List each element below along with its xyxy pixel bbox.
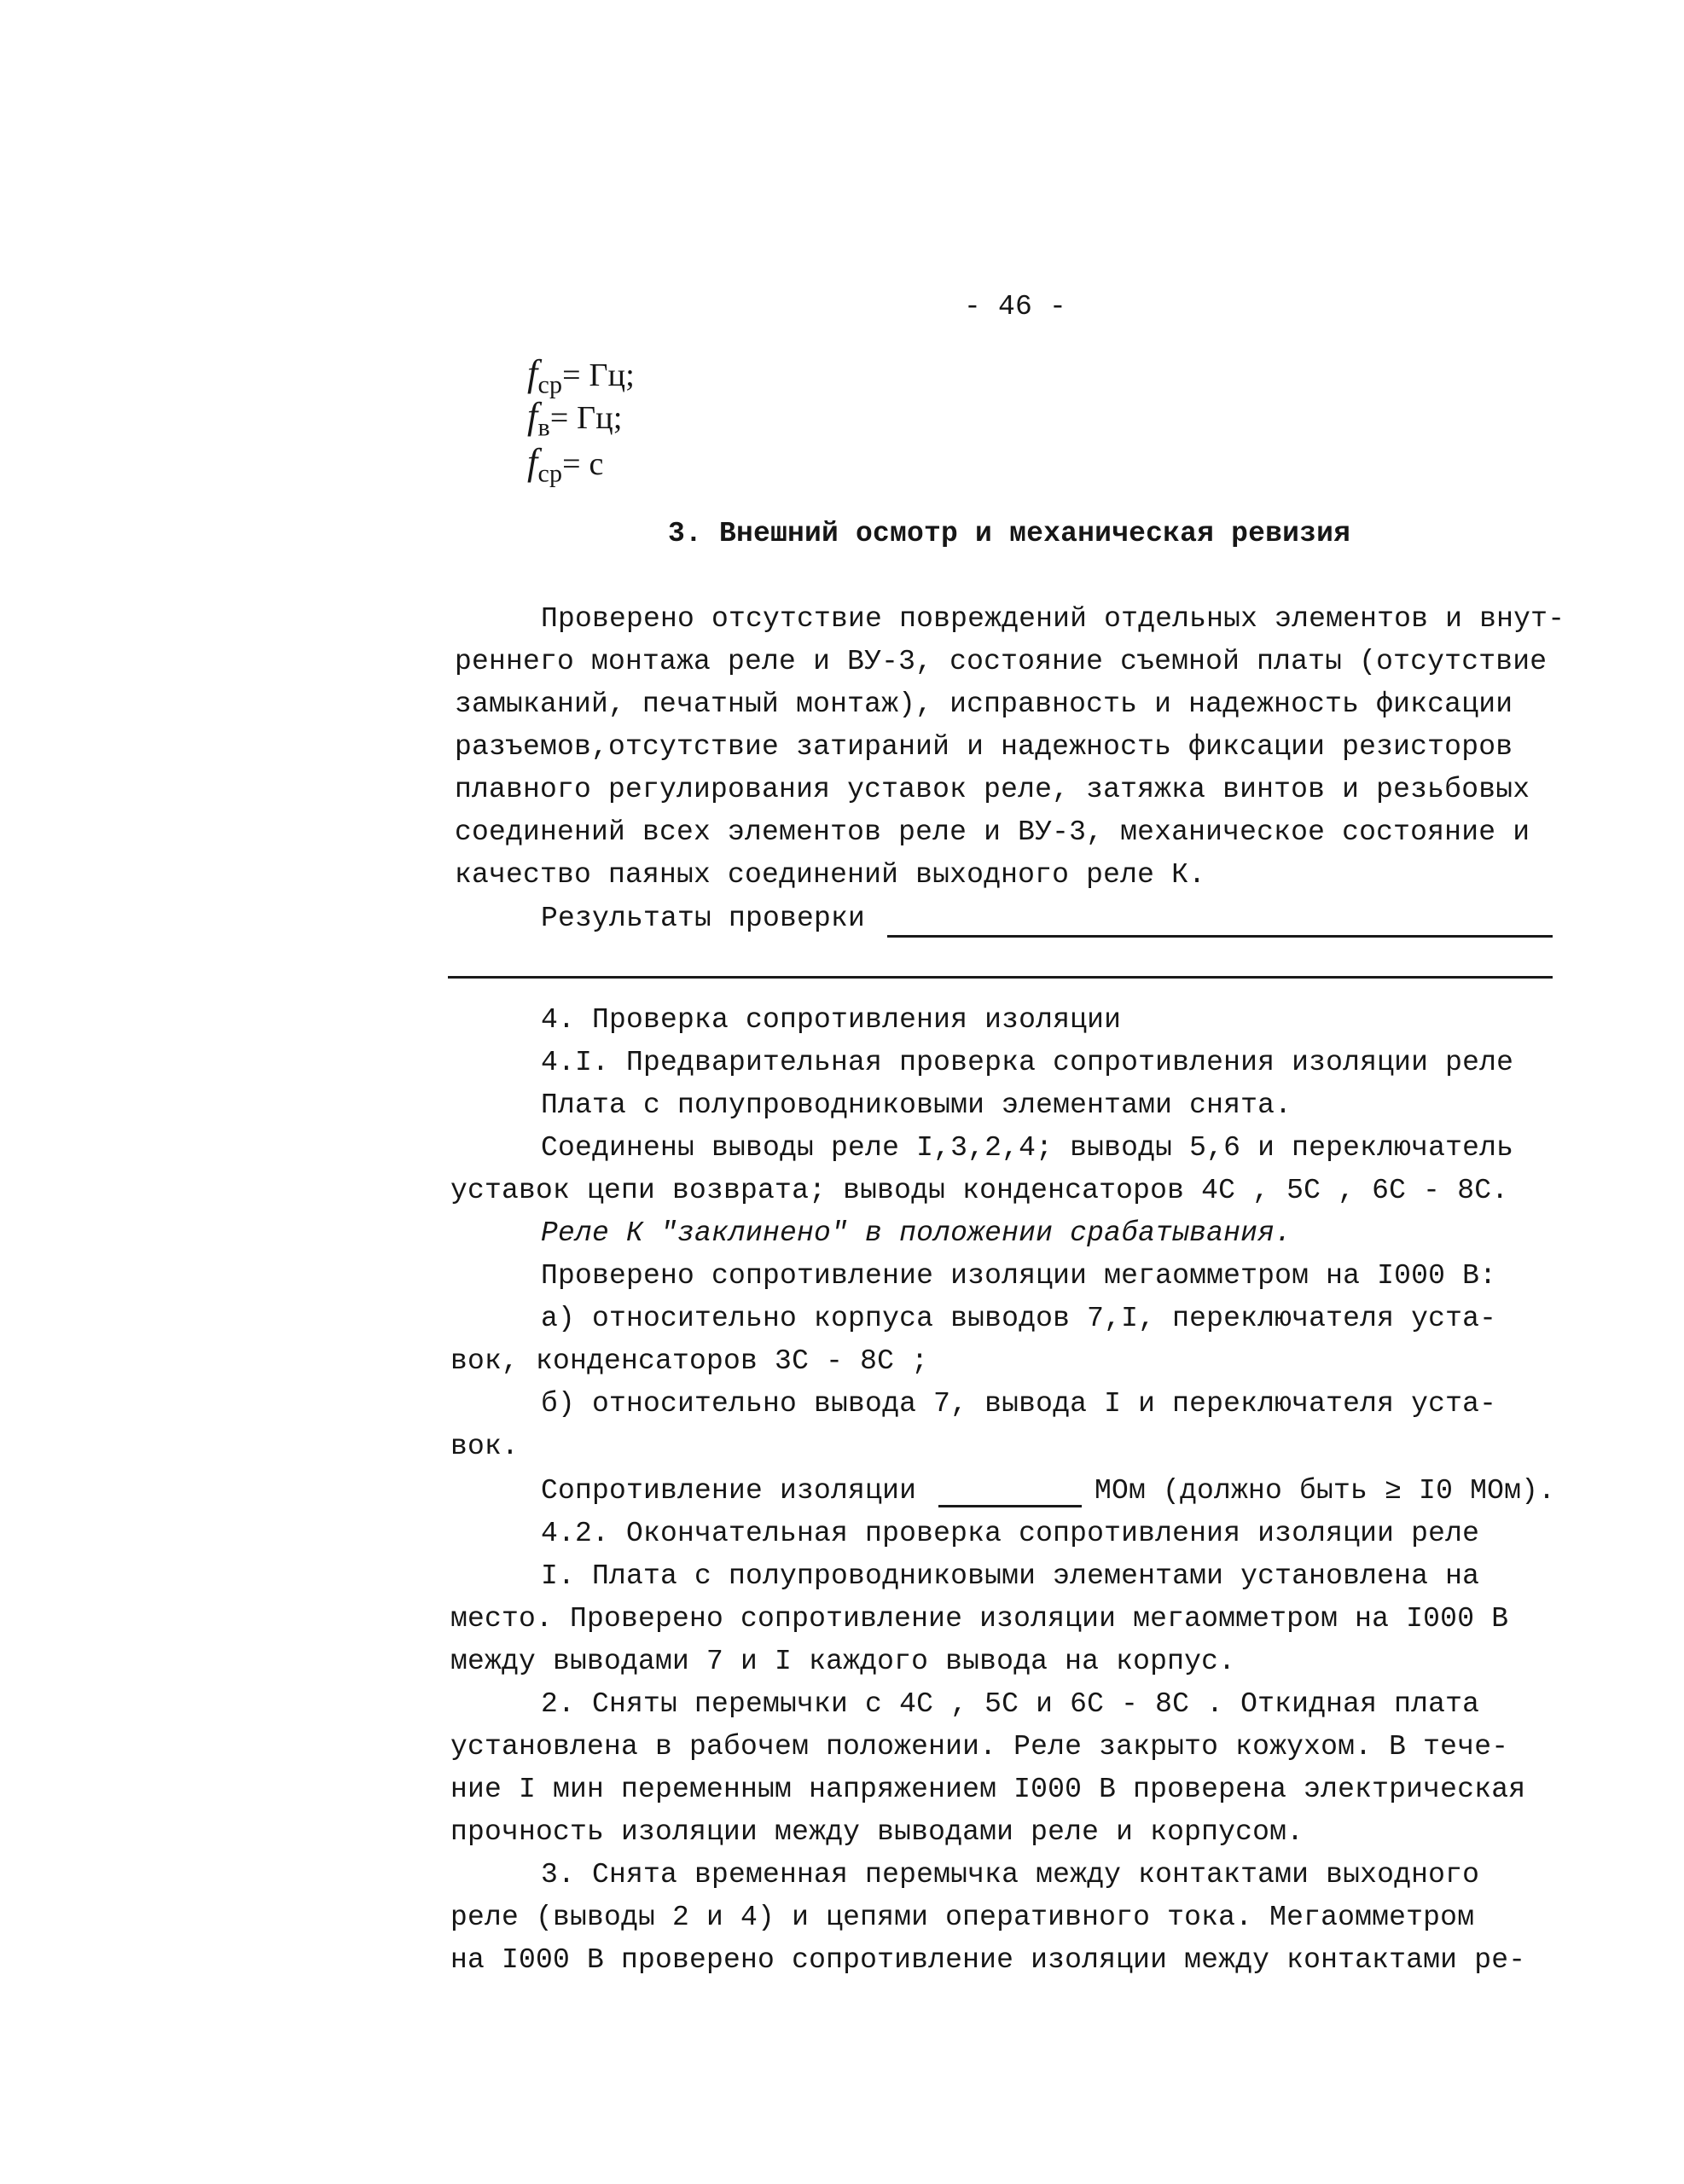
section4-line: Реле К "заклинено" в положении срабатывания.	[541, 1217, 1292, 1249]
results-blank-line	[887, 935, 1553, 938]
section4-line: а) относительно корпуса выводов 7,I, переключателя уста-	[541, 1303, 1497, 1334]
section4-line: Плата с полупроводниковыми элементами снята.	[541, 1089, 1292, 1121]
results-blank-line-2	[448, 976, 1553, 979]
section3-line: реннего монтажа реле и ВУ-3, состояние съемной платы (отсутствие	[455, 646, 1548, 677]
section4-line: 3. Снята временная перемычка между контактами выходного	[541, 1859, 1480, 1891]
section4-line: 2. Сняты перемычки с 4С , 5С и 6С - 8С . Откидная плата	[541, 1688, 1480, 1720]
section4-line: на I000 В проверено сопротивление изоляции между контактами ре-	[450, 1944, 1526, 1976]
section3-line: соединений всех элементов реле и ВУ-3, механическое состояние и	[455, 816, 1530, 848]
section4-line: между выводами 7 и I каждого вывода на корпус.	[450, 1646, 1236, 1677]
section3-line: замыканий, печатный монтаж), исправность и надежность фиксации	[455, 688, 1513, 720]
results-label: Результаты проверки	[541, 903, 866, 934]
section4-line: вок, конденсаторов 3С - 8С ;	[450, 1345, 929, 1377]
section3-line: качество паяных соединений выходного реле К.	[455, 859, 1206, 891]
section4-line: установлена в рабочем положении. Реле закрыто кожухом. В тече-	[450, 1731, 1509, 1763]
subsection-4-2-heading: 4.2. Окончательная проверка сопротивления изоляции реле	[541, 1518, 1480, 1549]
section3-heading: 3. Внешний осмотр и механическая ревизия	[668, 518, 1351, 549]
section4-line: б) относительно вывода 7, вывода I и переключателя уста-	[541, 1388, 1497, 1420]
section3-line: Проверено отсутствие повреждений отдельных элементов и внут-	[541, 603, 1565, 635]
section4-heading: 4. Проверка сопротивления изоляции	[541, 1004, 1122, 1036]
section4-line: ние I мин переменным напряжением I000 В проверена электрическая	[450, 1774, 1526, 1805]
section4-line: I. Плата с полупроводниковыми элементами установлена на	[541, 1560, 1480, 1592]
section4-line: уставок цепи возврата; выводы конденсаторов 4С , 5С , 6С - 8С.	[450, 1175, 1509, 1206]
formula-t-cp: $f_{ср}= с$	[527, 441, 604, 488]
section4-line: реле (выводы 2 и 4) и цепями оперативного тока. Мегаомметром	[450, 1902, 1475, 1933]
section4-line: место. Проверено сопротивление изоляции мегаомметром на I000 В	[450, 1603, 1509, 1635]
section3-line: разъемов,отсутствие затираний и надежность фиксации резисторов	[455, 731, 1513, 763]
formula-f-v: $f_в=$ Гц;	[527, 395, 623, 442]
section4-line: вок.	[450, 1431, 520, 1462]
formula-f-cp: $f_{ср}=$ Гц;	[527, 352, 635, 399]
insulation-resistance-label: Сопротивление изоляции	[541, 1475, 917, 1507]
section4-line: прочность изоляции между выводами реле и корпусом.	[450, 1816, 1304, 1848]
section4-line: Соединены выводы реле I,3,2,4; выводы 5,6 и переключатель	[541, 1132, 1514, 1164]
section3-line: плавного регулирования уставок реле, затяжка винтов и резьбовых	[455, 774, 1530, 805]
page-number: - 46 -	[964, 291, 1067, 322]
insulation-resistance-unit: МОм (должно быть ≥ I0 МОм).	[1095, 1475, 1556, 1507]
insulation-resistance-blank	[938, 1505, 1082, 1507]
section4-line: Проверено сопротивление изоляции мегаомметром на I000 В:	[541, 1260, 1497, 1292]
subsection-4-1-heading: 4.I. Предварительная проверка сопротивления изоляции реле	[541, 1047, 1514, 1078]
